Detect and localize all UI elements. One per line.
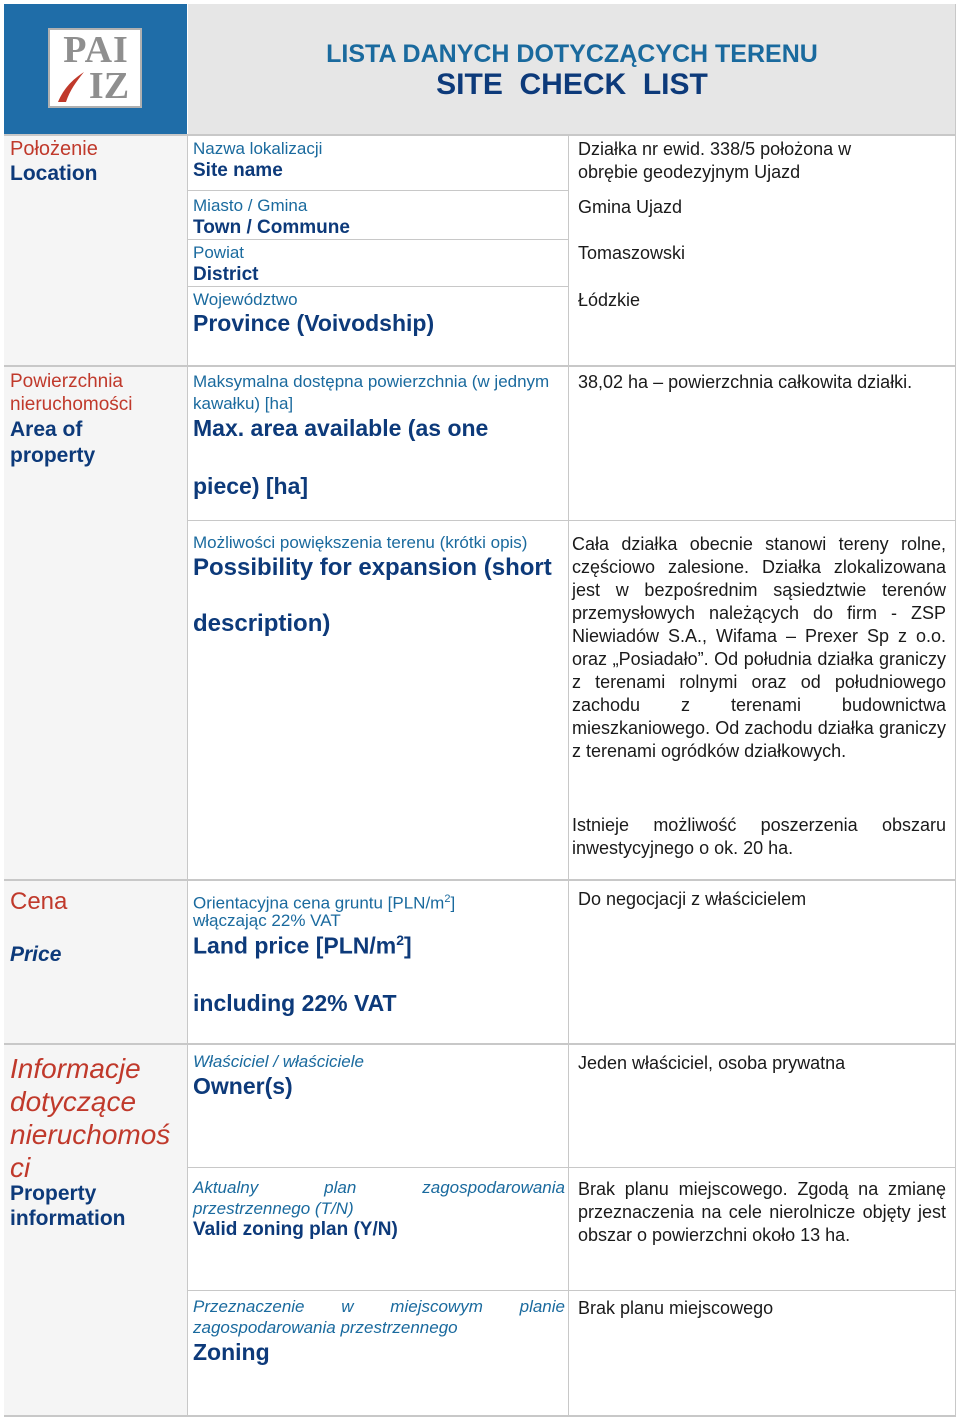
divider [188,1167,956,1168]
price-label-en-2: including 22% VAT [193,990,397,1016]
logo [48,28,142,108]
expansion-value: Cała działka obecnie stanowi tereny rolne, częściowo zalesione. Działka zlokalizowana jest w bezpośrednim sąsiedztwie terenów przemysłowych należących do firm - ZSP Niewiadów S.A., Wifama – Prexer Sp z o.o. oraz „Posiadało”. Od południa działka graniczy z terenami rolnymi oraz od południowego zachodu z terenami budownictwa mieszkaniowego. Od zachodu działka graniczy z terenami ogródków działkowych. [572,534,946,761]
province-value: Łódzkie [578,290,641,310]
category-price-pl: Cena [10,888,68,915]
plan-label-pl-1: Aktualny plan zagospodarowania [193,1178,565,1197]
category-area-pl-1: Powierzchnia [10,371,123,392]
price-label-pl-sup: 2 [444,893,451,905]
owner-value: Jeden właściciel, osoba prywatna [578,1053,846,1073]
price-label-en-b: ] [404,932,412,959]
site-name-value: Działka nr ewid. 338/5 położona w obrębie geodezyjnym Ujazd [578,139,852,182]
category-location-en: Location [10,162,98,185]
price-label-pl-a: Orientacyjna cena gruntu [PLN/m [193,893,445,913]
expansion-label-pl: Możliwości powiększenia terenu (krótki opis) [193,533,528,552]
price-label-en-sup: 2 [396,932,404,948]
divider [4,365,956,367]
owner-label-pl: Właściciel / właściciele [193,1052,364,1071]
town-value: Gmina Ujazd [578,197,683,217]
district-label-en: District [193,264,259,285]
logo-swoosh-icon [54,66,88,106]
divider [188,520,956,521]
category-area-en-2: property [10,444,96,467]
category-area-pl-2: nieruchomości [10,394,133,415]
category-info-en-2: information [10,1207,126,1230]
max-area-label-en-2: piece) [ha] [193,473,309,499]
category-area-en-1: Area of [10,418,83,441]
divider [568,136,569,1416]
price-label-pl-b: ] [450,893,456,913]
price-value: Do negocjacji z właścicielem [578,889,807,909]
category-price-en: Price [10,943,62,966]
price-label-pl-2: włączając 22% VAT [193,911,341,930]
site-name-label-en: Site name [193,160,283,181]
owner-label-en: Owner(s) [193,1073,293,1099]
divider [188,286,568,287]
town-label-pl: Miasto / Gmina [193,196,308,215]
category-info-pl-3: nieruchomoś [10,1119,171,1150]
province-label-en: Province (Voivodship) [193,310,435,336]
divider [955,4,956,1416]
divider [187,136,188,1416]
divider [188,239,568,240]
category-info-pl-1: Informacje [10,1053,141,1084]
price-label-en-a: Land price [PLN/m [193,932,397,959]
title-en: SITE CHECK LIST [436,68,708,101]
price-label-en [193,932,412,960]
logo-text-bottom: IZ [88,65,130,107]
plan-label-en: Valid zoning plan (Y/N) [193,1219,398,1240]
category-info-en-1: Property [10,1182,97,1205]
max-area-value: 38,02 ha – powierzchnia całkowita działki. [578,372,913,392]
zoning-label-pl-1: Przeznaczenie w miejscowym planie [193,1297,565,1316]
town-label-en: Town / Commune [193,217,350,238]
plan-value: Brak planu miejscowego. Zgodą na zmianę przeznaczenia na cele nierolnicze objęty jest obszar o powierzchni około 13 ha. [578,1179,946,1245]
plan-label-pl-2: przestrzennego (T/N) [193,1199,354,1218]
divider [4,134,956,136]
divider [4,1415,956,1417]
divider [188,1290,956,1291]
site-name-label-pl: Nazwa lokalizacji [193,139,323,158]
expansion-value-2: Istnieje możliwość poszerzenia obszaru inwestycyjnego o ok. 20 ha. [572,815,946,858]
category-location-pl: Położenie [10,138,98,160]
zoning-label-pl-2: zagospodarowania przestrzennego [193,1318,458,1337]
title-pl: LISTA DANYCH DOTYCZĄCYCH TERENU [326,40,818,68]
divider [4,1043,956,1045]
district-value: Tomaszowski [578,243,686,263]
district-label-pl: Powiat [193,243,245,262]
max-area-label-pl: Maksymalna dostępna powierzchnia (w jednym kawałku) [ha] [193,372,550,413]
divider [188,190,568,191]
zoning-label-en: Zoning [193,1339,270,1365]
category-info-pl-4: ci [10,1152,31,1183]
expansion-label-en-2: description) [193,610,331,637]
expansion-label-en-1: Possibility for expansion (short [193,554,552,581]
zoning-value: Brak planu miejscowego [578,1298,774,1318]
logo-text-top: PAI [63,29,129,71]
divider [4,879,956,881]
province-label-pl: Województwo [193,290,298,309]
max-area-label-en-1: Max. area available (as one [193,415,489,441]
category-info-pl-2: dotyczące [10,1086,137,1117]
